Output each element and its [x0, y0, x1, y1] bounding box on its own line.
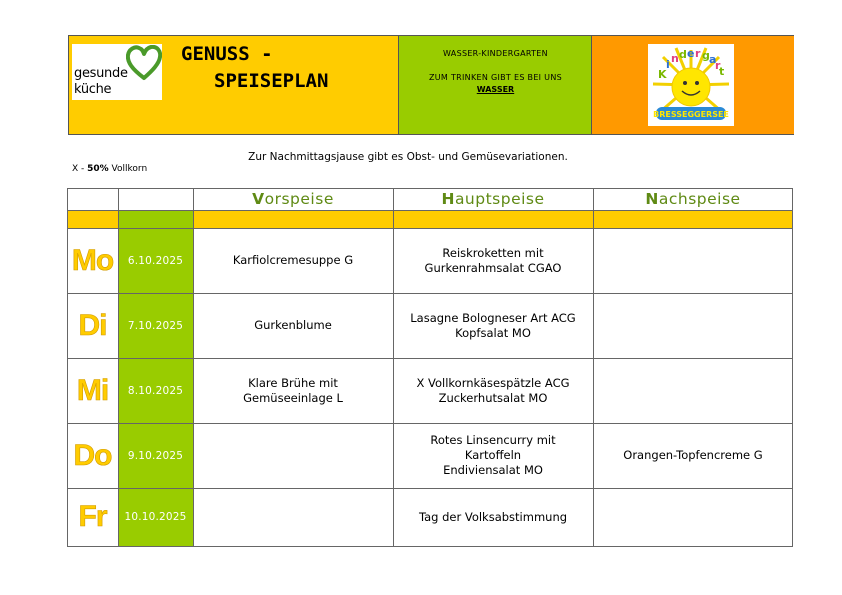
dish-line: Endiviensalat MO — [443, 463, 543, 477]
main-cell — [393, 293, 593, 358]
drink-value: WASSER — [476, 85, 515, 94]
kindergarten-label: WASSER-KINDERGARTEN — [443, 49, 548, 58]
gesunde-kueche-logo — [72, 44, 162, 100]
header-banner — [68, 35, 794, 135]
date-cell: 10.10.2025 — [124, 511, 187, 523]
svg-text:t: t — [719, 65, 725, 78]
starter-cell — [193, 488, 393, 546]
main-cell — [393, 358, 593, 423]
dessert-cell — [593, 293, 793, 358]
main-cell — [393, 423, 593, 488]
logo-text-line1: gesunde — [74, 66, 128, 81]
svg-text:e: e — [687, 47, 695, 60]
svg-text:K: K — [658, 68, 667, 81]
main-cell — [393, 228, 593, 293]
dessert-cell — [593, 423, 793, 488]
svg-text:a: a — [709, 53, 717, 66]
weekday-label: Mi — [76, 373, 109, 407]
date-cell: 7.10.2025 — [127, 319, 184, 332]
dish-line: Lasagne Bologneser Art ACG — [410, 310, 576, 325]
dish-line: Gemüseeinlage L — [243, 390, 343, 405]
svg-text:d: d — [679, 48, 687, 61]
dish-text: Gurkenblume — [254, 318, 332, 332]
dessert-cell — [593, 358, 793, 423]
logo-bottom-text: BRESSEGGERSEE — [653, 110, 729, 119]
starter-cell — [193, 228, 393, 293]
svg-text:r: r — [715, 59, 721, 72]
date-cell: 9.10.2025 — [127, 449, 184, 462]
dish-line: Gurkenrahmsalat CGAO — [424, 260, 562, 275]
starter-cell — [193, 358, 393, 423]
svg-text:i: i — [666, 58, 670, 71]
weekday-label: Di — [78, 308, 107, 342]
starter-cell — [193, 293, 393, 358]
weekday-label: Do — [73, 438, 112, 472]
title-line1: GENUSS - — [181, 43, 273, 65]
svg-text:n: n — [671, 52, 679, 65]
heart-icon — [126, 45, 162, 81]
water-kindergarten-panel — [399, 36, 592, 134]
svg-text:g: g — [702, 49, 710, 62]
sun-icon — [648, 44, 734, 126]
weekday-label: Mo — [71, 243, 114, 277]
dish-line: X Vollkornkäsespätzle ACG — [416, 375, 570, 390]
starter-cell — [193, 423, 393, 488]
dish-line: Zuckerhutsalat MO — [438, 390, 548, 405]
wholegrain-legend — [72, 164, 147, 174]
legend-bold: 50% — [87, 164, 109, 174]
column-head-starter: V orspeise — [252, 190, 334, 208]
dish-line: Klare Brühe mit — [248, 375, 338, 390]
dish-line: Kopfsalat MO — [455, 325, 531, 340]
dessert-cell — [593, 228, 793, 293]
kindergarten-sun-logo — [648, 44, 734, 126]
afternoon-snack-note: Zur Nachmittagsjause gibt es Obst- und Gemüsevariationen. — [248, 151, 568, 163]
column-head-main: H auptspeise — [441, 190, 545, 208]
main-cell — [393, 488, 593, 546]
menu-table — [67, 188, 793, 547]
header-title-panel — [69, 36, 399, 134]
dish-text: Tag der Volksabstimmung — [418, 509, 568, 524]
dish-line: Rotes Linsencurry mit — [430, 433, 556, 447]
dish-line: Kartoffeln — [464, 448, 522, 462]
kindergarten-logo-panel — [592, 36, 794, 134]
drink-info: ZUM TRINKEN GIBT ES BEI UNS — [428, 73, 562, 82]
legend-prefix: X - — [72, 164, 88, 174]
dish-text: Orangen-Topfencreme G — [623, 448, 763, 462]
weekday-label: Fr — [78, 500, 107, 533]
title-line2: SPEISEPLAN — [214, 70, 329, 92]
dish-text: Karfiolcremesuppe G — [232, 253, 354, 267]
column-head-dessert: N achspeise — [645, 190, 741, 208]
dish-line: Reiskroketten mit — [442, 245, 544, 260]
date-cell: 8.10.2025 — [127, 384, 184, 397]
logo-text-line2: küche — [74, 82, 112, 97]
date-cell: 6.10.2025 — [127, 254, 184, 267]
legend-suffix: Vollkorn — [108, 164, 148, 174]
dessert-cell — [593, 488, 793, 546]
svg-text:r: r — [695, 47, 701, 60]
